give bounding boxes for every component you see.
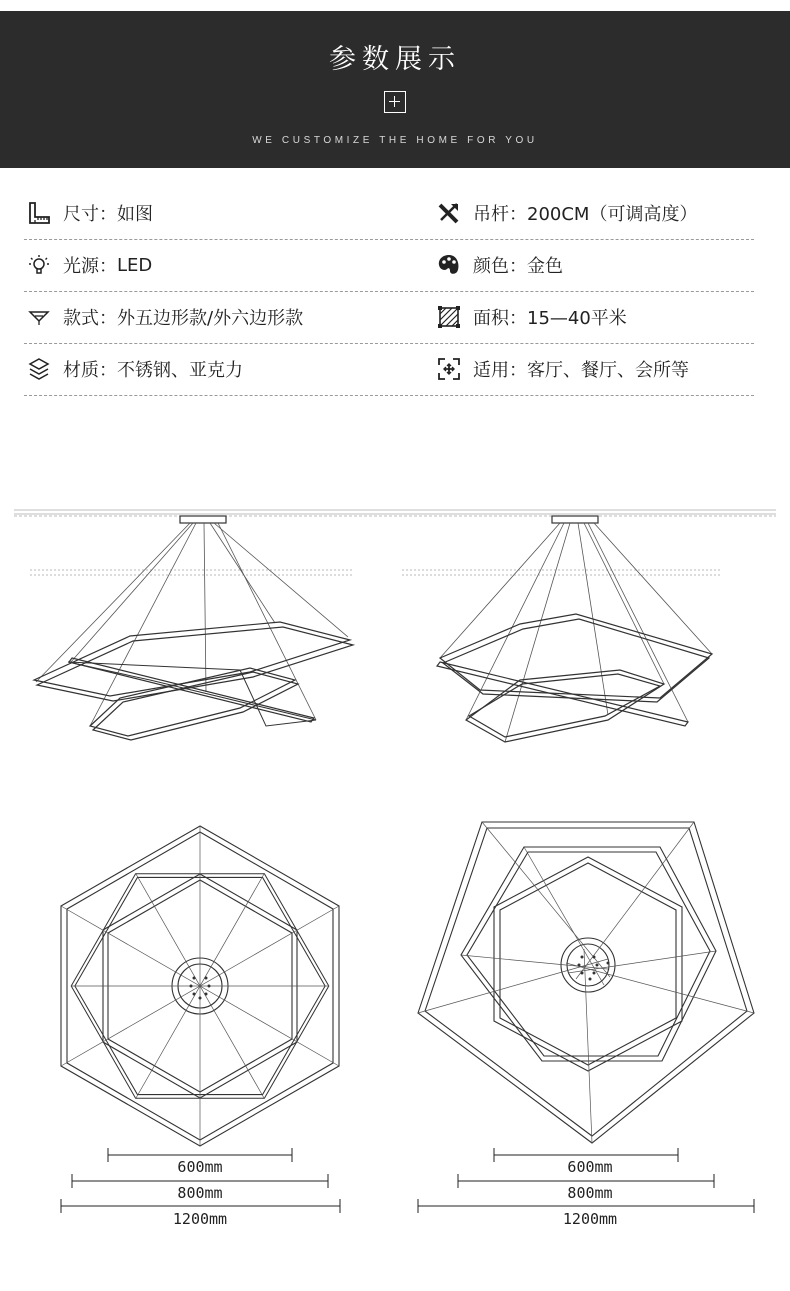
spec-label: 颜色：	[473, 256, 527, 277]
area-icon	[437, 305, 461, 329]
spec-value: 外五边形款/外六边形款	[117, 308, 304, 329]
left-top-view	[61, 826, 339, 1146]
header-banner	[0, 11, 790, 168]
spec-style	[27, 292, 303, 342]
dim-label-600: 600mm	[177, 1158, 223, 1176]
dim-label-1200: 1200mm	[562, 1210, 618, 1228]
spec-value: 200CM（可调高度）	[527, 204, 698, 225]
spec-material	[27, 344, 243, 394]
spec-area	[437, 292, 627, 342]
dim-label-600: 600mm	[567, 1158, 613, 1176]
spec-size	[27, 188, 153, 238]
spec-label: 材质：	[63, 360, 117, 381]
spec-row	[24, 240, 754, 292]
lightbulb-icon	[27, 253, 51, 277]
spec-label: 吊杆：	[473, 204, 527, 225]
spec-label: 款式：	[63, 308, 117, 329]
palette-icon	[437, 253, 461, 277]
tools-icon	[437, 201, 461, 225]
dim-label-800: 800mm	[567, 1184, 613, 1202]
spec-table	[24, 188, 754, 396]
page-title: 参数展示	[329, 44, 461, 75]
spec-label: 适用：	[473, 360, 527, 381]
spec-row	[24, 344, 754, 396]
header-subtitle: WE CUSTOMIZE THE HOME FOR YOU	[252, 135, 538, 146]
spec-usage	[437, 344, 689, 394]
lamp-icon	[27, 305, 51, 329]
spec-rod	[437, 188, 697, 238]
spec-value: 如图	[117, 204, 153, 225]
spec-value: 不锈钢、亚克力	[117, 360, 243, 381]
spec-label: 光源：	[63, 256, 117, 277]
spec-row	[24, 292, 754, 344]
right-top-view	[418, 822, 754, 1143]
ruler-icon	[27, 201, 51, 225]
spec-color	[437, 240, 563, 290]
spec-value: 15—40平米	[527, 308, 627, 329]
spec-value: 金色	[527, 256, 563, 277]
spec-light	[27, 240, 152, 290]
spec-label: 尺寸：	[63, 204, 117, 225]
dim-label-800: 800mm	[177, 1184, 223, 1202]
layers-icon	[27, 357, 51, 381]
right-side-view	[402, 516, 720, 742]
spec-value: 客厅、餐厅、会所等	[527, 360, 689, 381]
ceiling-line	[14, 510, 776, 516]
plus-icon	[384, 91, 406, 113]
spec-label: 面积：	[473, 308, 527, 329]
left-side-view	[30, 516, 354, 740]
spec-row	[24, 188, 754, 240]
spec-value: LED	[117, 254, 153, 276]
expand-icon	[437, 357, 461, 381]
technical-drawing	[0, 490, 790, 1250]
dim-label-1200: 1200mm	[172, 1210, 228, 1228]
